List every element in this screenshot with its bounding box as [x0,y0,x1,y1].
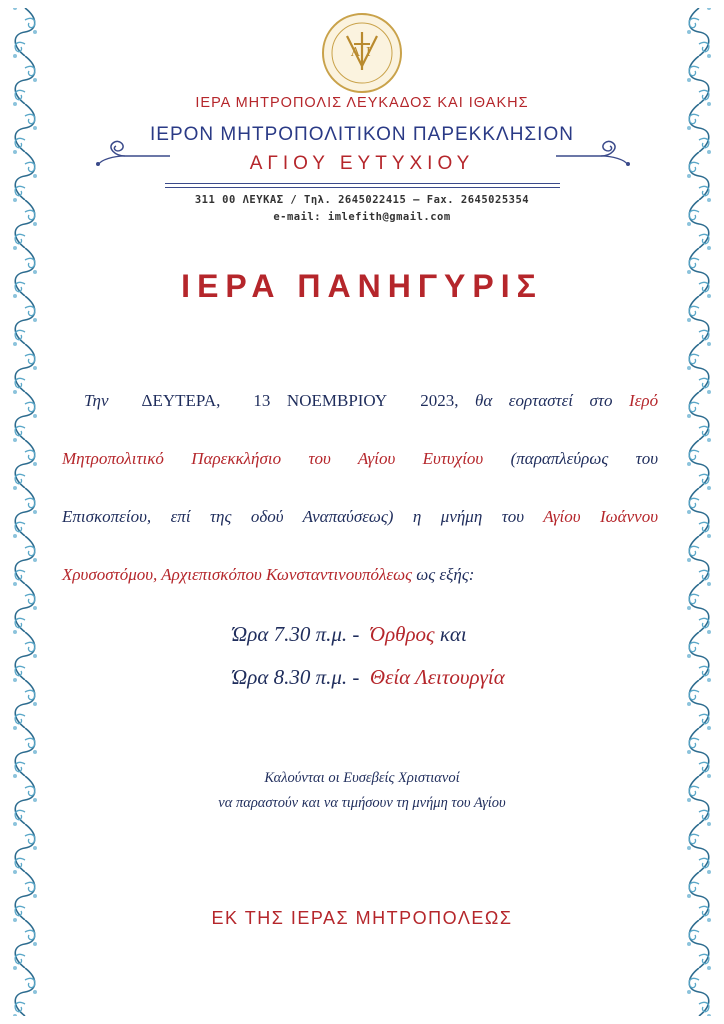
footer-signature: ΕΚ ΤΗΣ ΙΕΡΑΣ ΜΗΤΡΟΠΟΛΕΩΣ [211,908,513,928]
announcement-paragraph [62,372,658,604]
highlight-text: Χρυσοστόμου, Αρχιεπισκόπου Κωνσταντινουπόλεως [62,565,412,584]
text-segment: (παραπλεύρως του [510,449,659,468]
schedule-service: Όρθρος [369,622,435,646]
text-segment: Επισκοπείου, επί της οδού Αναπαύσεως) η μνήμη του [62,507,525,526]
svg-text:Ι: Ι [366,45,371,59]
chapel-name: ΙΕΡΟΝ ΜΗΤΡΟΠΟΛΙΤΙΚΟΝ ΠΑΡΕΚΚΛΗΣΙΟΝ [150,124,574,145]
text-segment: θα εορταστεί στο [474,391,613,410]
schedule-item [232,622,467,647]
date-day: ΔΕΥΤΕΡΑ, [141,391,221,410]
schedule-time: Ώρα 7.30 π.μ. - [232,622,360,646]
schedule-suffix: και [439,622,467,646]
address-line: 311 00 ΛΕΥΚΑΣ / Τηλ. 2645022415 – Fax. 2645025354 [194,194,530,206]
highlight-text: Ιερό [629,391,659,410]
scroll-ornament-icon [556,138,631,168]
schedule-item [232,665,505,690]
page-title: ΙΕΡΑ ΠΑΝΗΓΥΡΙΣ [181,268,543,304]
metropolis-name: ΙΕΡΑ ΜΗΤΡΟΠΟΛΙΣ ΛΕΥΚΑΔΟΣ ΚΑΙ ΙΘΑΚΗΣ [195,95,529,111]
invitation-line: να παραστούν και να τιμήσουν τη μνήμη του Αγίου [218,795,506,811]
church-seal-icon [321,12,403,94]
text-segment: Την [84,391,109,410]
schedule-time: Ώρα 8.30 π.μ. - [232,665,360,689]
saint-name: ΑΓΙΟΥ ΕΥΤΥΧΙΟΥ [249,153,475,174]
schedule-service: Θεία Λειτουργία [369,665,505,689]
date-month: 13 ΝΟΕΜΒΡΙΟΥ [253,391,388,410]
svg-text:Λ: Λ [351,45,360,59]
invitation-line: Καλούνται οι Ευσεβείς Χριστιανοί [264,770,460,786]
highlight-text: Μητροπολιτικό Παρεκκλήσιο του Αγίου Ευτυχίου [62,449,484,468]
scroll-ornament-icon [95,138,170,168]
email-line: e-mail: imlefith@gmail.com [273,211,451,223]
highlight-text: Αγίου Ιωάννου [543,507,658,526]
text-segment: ως εξής: [416,565,475,584]
date-year: 2023, [420,391,459,410]
header-divider [165,183,560,184]
header-divider [165,187,560,188]
